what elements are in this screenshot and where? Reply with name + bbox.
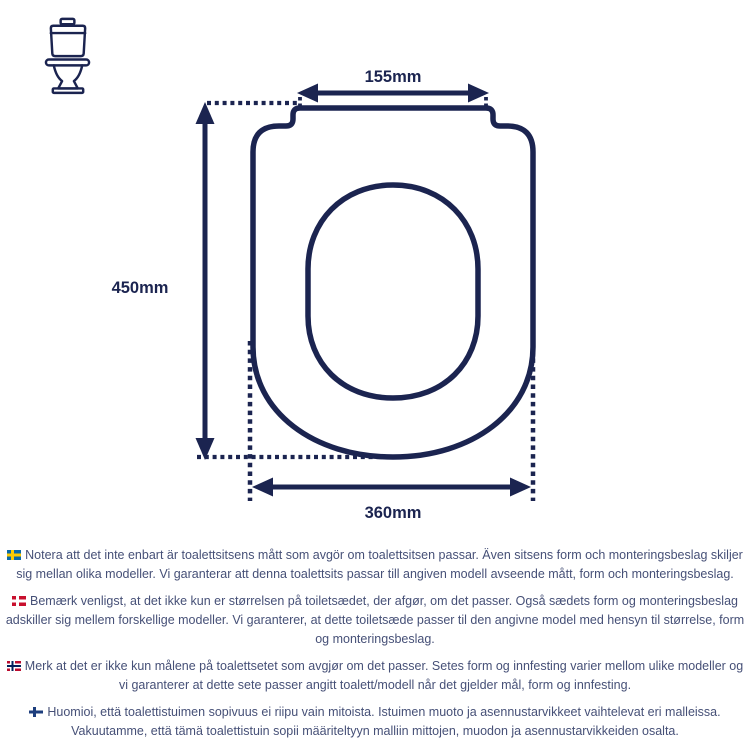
note-norwegian <box>5 657 745 695</box>
fit-notes <box>0 546 750 749</box>
height-label: 450mm <box>111 279 169 297</box>
arrowhead-up-icon <box>196 102 215 124</box>
note-text: Bemærk venligst, at det ikke kun er størrelsen på toiletsædet, der afgør, om det passer. Også sædets form og monteringsbeslag adskiller sig mellem forskellige modeller. Vi garanterer, at dette toiletsæde passer til den angivne model med hensyn til størrelse, form og monteringsbeslag. <box>5 594 745 646</box>
arrowhead-right-icon <box>510 478 531 497</box>
sweden-flag-icon <box>7 550 21 560</box>
arrowhead-left-icon <box>252 478 273 497</box>
note-swedish <box>5 546 745 584</box>
note-danish <box>5 592 745 649</box>
seat-inner-hole <box>308 185 478 398</box>
note-text: Notera att det inte enbart är toalettsitsens mått som avgör om toalettsitsen passar. Även sitsens form och monteringsbeslag skiljer sig mellan olika modeller. Vi garanterar att denna toalettsits passar till angiven modell avseende mått, form och monteringsbeslag. <box>16 548 743 581</box>
norway-flag-icon <box>7 661 21 671</box>
note-text: Merk at det er ikke kun målene på toalettsetet som avgjør om det passer. Setes form og innfesting varier mellom ulike modeller og vi garanterer at dette sete passer angitt toalett/modell når det gjelder mål, form og innfesting. <box>24 659 744 692</box>
finland-flag-icon <box>29 707 43 717</box>
denmark-flag-icon <box>12 596 26 606</box>
note-finnish <box>5 703 745 741</box>
seat-outline <box>253 108 533 457</box>
dimension-top-width <box>297 68 489 109</box>
bottom-width-label: 360mm <box>364 504 422 522</box>
dimension-bottom-width <box>250 341 533 522</box>
top-width-label: 155mm <box>364 68 422 86</box>
note-text: Huomioi, että toalettistuimen sopivuus ei riipu vain mitoista. Istuimen muoto ja asennustarvikkeet vaihtelevat eri malleissa. Vakuutamme, että tämä toalettistuin sopii määriteltyyn malliin mittojen, muodon ja asennustarvikkeiden osalta. <box>47 705 721 738</box>
